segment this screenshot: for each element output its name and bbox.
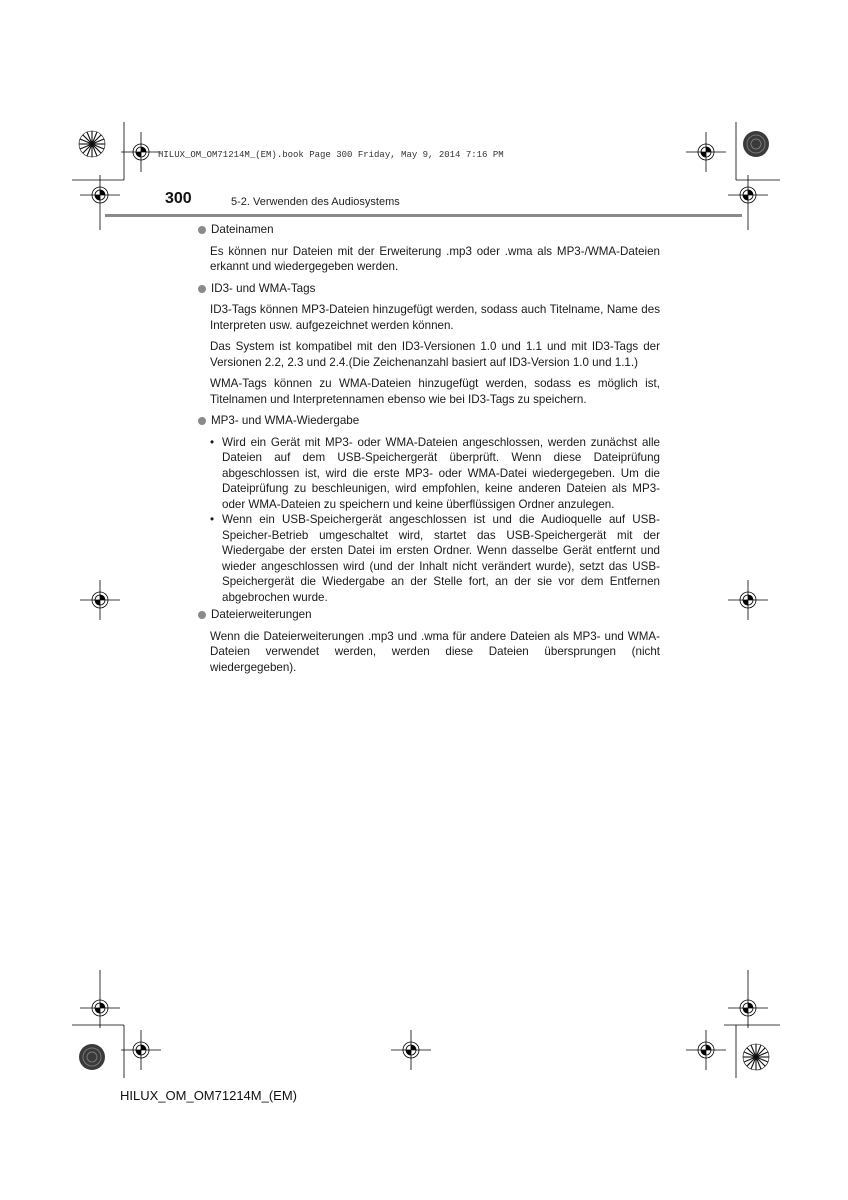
bullet-list xyxy=(210,435,660,606)
paragraph: Das System ist kompatibel mit den ID3-Versionen 1.0 und 1.1 und mit ID3-Tags der Versionen 2.2, 2.3 und 2.4.(Die Zeichenanzahl basiert auf ID3-Version 1.0 und 1.1.) xyxy=(210,340,660,369)
page-number: 300 xyxy=(165,190,192,207)
list-item: • Wenn ein USB-Speichergerät angeschlossen ist und die Audioquelle auf USB-Speicher-Betrieb umgeschaltet wird, startet das USB-Speichergerät mit der Wiedergabe der ersten Datei im ersten Ordner. Wenn dasselbe Gerät entfernt und wieder angeschlossen wird (und der Inhalt nicht verändert wurde), setzt das USB-Speichergerät die Wiedergabe an der Stelle fort, an der sie vor dem Entfernen abgebrochen wurde. xyxy=(210,512,660,605)
page-content xyxy=(198,222,660,681)
paragraph: Es können nur Dateien mit der Erweiterung .mp3 oder .wma als MP3-/WMA-Dateien erkannt und wiedergegeben werden. xyxy=(210,244,660,273)
document-code: HILUX_OM_OM71214M_(EM) xyxy=(120,1088,297,1103)
heading-id3-wma-tags: ID3- und WMA-Tags xyxy=(198,281,660,297)
print-slug: HILUX_OM_OM71214M_(EM).book Page 300 Friday, May 9, 2014 7:16 PM xyxy=(158,150,504,160)
paragraph: Wenn die Dateierweiterungen .mp3 und .wma für andere Dateien als MP3- und WMA-Dateien verwendet werden, werden diese Dateien übersprungen (nicht wiedergegeben). xyxy=(210,629,660,674)
heading-dateierweiterungen: Dateierweiterungen xyxy=(198,607,660,623)
heading-dateinamen: Dateinamen xyxy=(198,222,660,238)
header-rule xyxy=(105,214,742,217)
list-item: • Wird ein Gerät mit MP3- oder WMA-Dateien angeschlossen, werden zunächst alle Dateien auf dem USB-Speichergerät überprüft. Wenn diese Dateiprüfung abgeschlossen ist, wird die erste MP3- oder WMA-Datei wiedergegeben. Um die Dateiprüfung zu beschleunigen, wird empfohlen, keine anderen Dateien als MP3- oder WMA-Dateien zu speichern und keine überflüssigen Ordner anzulegen. xyxy=(210,435,660,513)
section-title: 5-2. Verwenden des Audiosystems xyxy=(231,196,400,208)
paragraph: ID3-Tags können MP3-Dateien hinzugefügt werden, sodass auch Titelname, Name des Interpreten usw. aufgezeichnet werden können. xyxy=(210,303,660,332)
paragraph: WMA-Tags können zu WMA-Dateien hinzugefügt werden, sodass es möglich ist, Titelnamen und Interpretennamen ebenso wie bei ID3-Tags zu speichern. xyxy=(210,377,660,406)
heading-mp3-wma-wiedergabe: MP3- und WMA-Wiedergabe xyxy=(198,413,660,429)
